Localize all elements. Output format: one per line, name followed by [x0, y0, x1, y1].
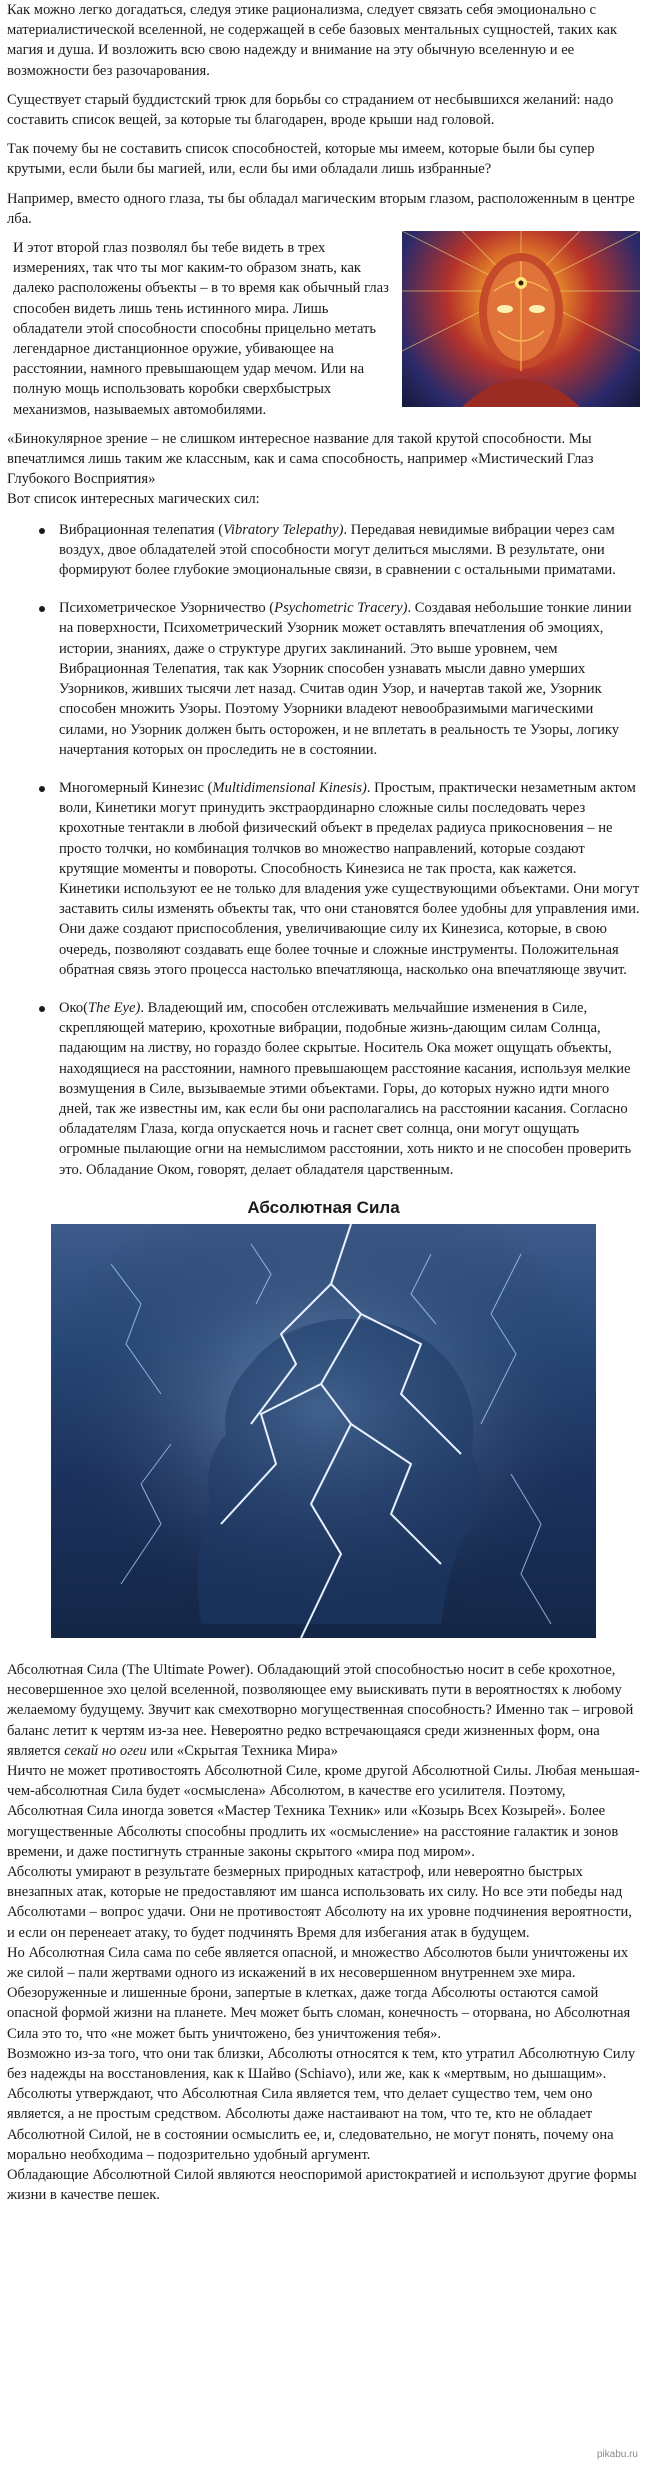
absolute-paragraph-5: Обезоруженные и лишенные брони, запертые в клетках, даже тогда Абсолюты остаются самой опасной формой жизни на планете. Меч может быть сломан, конечность – оторвана, но Абсолютная Сила это то, что «не может быть уничтожено, без уничтожения тебя». [7, 1985, 631, 2042]
power-latin-name: Multidimensional Kinesis) [212, 779, 367, 796]
list-item [59, 520, 640, 581]
absolute-paragraph-1-tail: или «Скрытая Техника Мира» [146, 1742, 338, 1759]
site-watermark: pikabu.ru [596, 2448, 638, 2460]
psychedelic-face-image [402, 231, 640, 407]
absolute-power-section [7, 1660, 640, 2205]
intro-paragraph-3: Так почему бы не составить список способностей, которые мы имеем, которые были бы супер крутыми, если были бы магией, или, если бы ими обладали лишь избранные? [7, 141, 595, 178]
intro-paragraph-6: «Бинокулярное зрение – не слишком интересное название для такой крутой способности. Мы впечатлимся лишь таким же классным, как и сама способность, например «Мистический Глаз Глубокого Восприятия» [7, 430, 594, 488]
lightning-head-image [51, 1224, 596, 1638]
power-name: Психометрическое Узорничество ( [59, 600, 275, 617]
lightning-storm-illustration [51, 1224, 596, 1638]
intro-paragraph-1: Как можно легко догадаться, следуя этике рационализма, следует связать себя эмоционально с материалистической вселенной, не содержащей в себе базовых ментальных сущностей, таких как магия и душа. И возложить всю свою надежду и внимание на эту обычную вселенную и ее возможности без разочарования. [7, 2, 618, 79]
absolute-paragraph-7: Обладающие Абсолютной Силой являются неоспоримой аристократией и используют другие формы жизни в качестве пешек. [7, 2167, 637, 2204]
third-eye-illustration [402, 231, 640, 407]
absolute-paragraph-2: Ничто не может противостоять Абсолютной Силе, кроме другой Абсолютной Силы. Любая меньшая-чем-абсолютная Сила будет «осмыслена» Абсолютом, в качестве его усилителя. Поэтому, Абсолютная Сила иногда зовется «Мастер Техника Техник» или «Козырь Всех Козырей». Более могущественные Абсолюты способны продлить их «осмысление» на расстояние галактик и зонов времени, и даже постигнуть странные законы скрытого «мира под миром». [7, 1762, 640, 1860]
absolute-paragraph-3: Абсолюты умирают в результате безмерных природных катастроф, или невероятно быстрых внезапных атак, которые не предоставляют им шанса использовать их силу. Но все эти победы над Абсолютами – вопрос удачи. Они не противостоят Абсолюту на их уровне подчинения вероятности, и если он перенеает атаку, то будет подчинять Время для избегания атак в будущем. [7, 1864, 632, 1941]
list-item [59, 778, 640, 980]
list-item [59, 998, 640, 1180]
section-title: Абсолютная Сила [247, 1197, 400, 1217]
intro-paragraph-4: Например, вместо одного глаза, ты бы обладал магическим вторым глазом, расположенным в центре лба. [7, 190, 635, 227]
power-latin-name: The Eye) [88, 999, 141, 1016]
power-description: . Простым, практически незаметным актом воли, Кинетики могут принудить экстраординарно сложные силы последовать через крохотные тентакли в любой физический объект в пределах радиуса прикосновения – не просто толчки, но комбинация толчков во множество направлений, которые создают крутящие моменты и повороты. Способность Кинезиса не так проста, как кажется. Кинетики используют ее не только для владения уже существующими объектами. Они могут заставить силы изменять объекты так, что они становятся более удобны для управления ими. Они даже создают приспособления, увеличивающие силу их Кинезиса, которые, в свою очередь, позволяют создавать еще более точные и сложные инструменты. Положительная обратная связь этого процесса настолько впечатляюща, насколько она впечатляюще звучит. [59, 779, 640, 978]
list-item [59, 598, 640, 760]
power-name: Многомерный Кинезис ( [59, 779, 213, 796]
magic-powers-list [7, 520, 640, 1180]
absolute-paragraph-1 [7, 1660, 640, 1761]
absolute-paragraph-4: Но Абсолютная Сила сама по себе является опасной, и множество Абсолютов были уничтожены их же силой – пали жертвами одного из искажений в их несовершенном внутреннем эхе мира. [7, 1944, 629, 1982]
intro-paragraph-5: И этот второй глаз позволял бы тебе видеть в трех измерениях, так что ты мог каким-то образом знать, как далеко расположены объекты – в то время как обычный глаз способен видеть лишь тень истинного мира. Лишь обладатели этой способности способны прицельно метать легендарное дистанционное оружие, убивающее на расстоянии, намного превышающем удар мечом. Или на полную мощь использовать коробки сверхбыстрых механизмов, называемых автомобилями. [13, 240, 389, 418]
power-description: . Передавая невидимые вибрации через сам воздух, двое обладателей этой способности могут делиться мыслями. В результате, они формируют более глубокие эмоциональные связи, в сравнении с остальными приматами. [59, 521, 616, 579]
power-description: . Владеющий им, способен отслеживать мельчайшие изменения в Силе, скрепляющей материю, крохотные вибрации, подобные жизнь-дающим силам Солнца, падающим на листву, но гораздо более скрытые. Носитель Ока может ощущать объекты, находящиеся на расстоянии, намного превышающем расстояние касания, используя мелкие возмущения в Силе, вызываемые этими объектами. Горы, до которых нужно идти много дней, так же известны им, как если бы они располагались на расстоянии касания. Согласно обладателям Глаза, когда опускается ночь и гаснет свет солнца, они могут ощущать огромные пылающие огни на немыслимом расстоянии, хоть никто и не способен проверить это. Обладание Оком, говорят, делает обладателя царственным. [59, 999, 632, 1178]
absolute-paragraph-1-text: Абсолютная Сила (The Ultimate Power). Обладающий этой способностью носит в себе крохотное, несовершенное эхо целой вселенной, позволяющее ему выискивать пути в вероятностях к любому желаемому будущему. Звучит как смехотворно могущественная способность? Именно так – игровой баланс летит к чертям из-за нее. Невероятно редко встречающаяся среди жизненных форм, она является [7, 1661, 634, 1759]
power-name: Вибрационная телепатия ( [59, 521, 224, 538]
power-latin-name: Psychometric Tracery) [274, 600, 408, 617]
powers-list-intro: Вот список интересных магических сил: [7, 491, 260, 508]
absolute-paragraph-1-italic: секай но огеи [64, 1742, 147, 1759]
power-latin-name: Vibratory Telepathy) [223, 521, 344, 538]
power-description: . Создавая небольшие тонкие линии на поверхности, Психометрический Узорник может оставлять впечатления об эмоциях, истории, знаниях, даже о структуре других заклинаний. Это выше уровнем, чем Вибрационная Телепатия, так как Узорник способен узнавать мысли давно умерших Узорников, живших тысячи лет назад. Считав один Узор, и начертав такой же, Узорник способен множить Узоры. Поэтому Узорники владеют невообразимыми магическими силами, но Узорник должен быть осторожен, и не вплетать в реальность те Узоры, логику начертания которых он проследить не в состоянии. [59, 600, 632, 758]
intro-paragraph-2: Существует старый буддистский трюк для борьбы со страданием от несбывшихся желаний: надо составить список вещей, за которые ты благодарен, вроде крыши над головой. [7, 91, 614, 129]
power-name: Око( [59, 999, 89, 1016]
absolute-paragraph-6: Возможно из-за того, что они так близки, Абсолюты относятся к тем, кто утратил Абсолютную Силу без надежды на восстановления, как к Шайво (Schiavo), или же, как к «мертвым, но дышащим». Абсолюты утверждают, что Абсолютная Сила является тем, что делает существо тем, чем оно является, а не простым средством. Абсолюты даже настаивают на том, что те, кто не обладает Абсолютной Силой, не в состоянии осмыслить ее, и, следовательно, не могут понять, почему она морально необходима – подозрительно удобный аргумент. [7, 2045, 636, 2163]
